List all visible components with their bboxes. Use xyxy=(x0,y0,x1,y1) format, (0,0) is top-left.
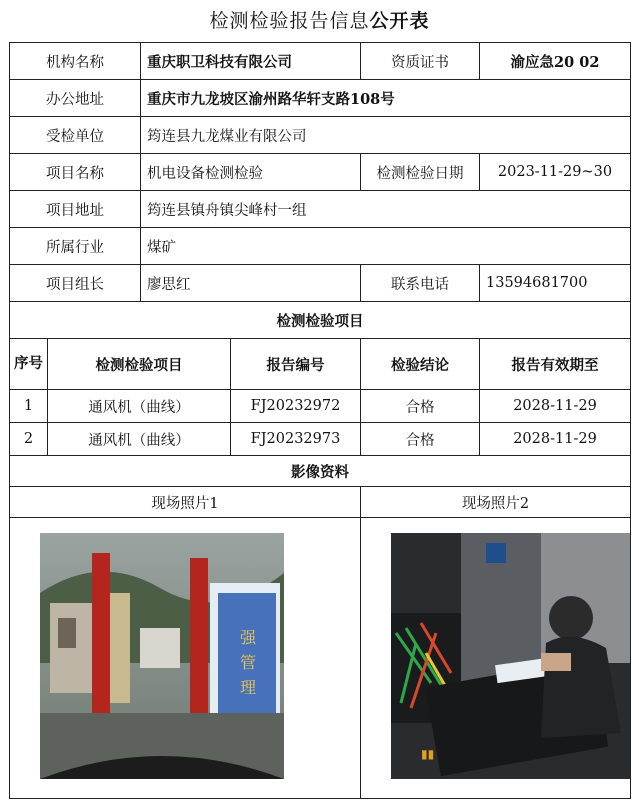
col-header-no: 序号 xyxy=(10,339,48,390)
industry-value: 煤矿 xyxy=(141,228,631,265)
addr-value: 重庆市九龙坡区渝州路华轩支路108号 xyxy=(141,80,631,117)
site-photo-2 xyxy=(391,533,631,779)
leader-value: 廖思红 xyxy=(141,265,361,302)
table-row xyxy=(10,423,631,456)
item-no: 2 xyxy=(10,423,48,456)
phone-label: 联系电话 xyxy=(361,265,480,302)
item-conclusion: 合格 xyxy=(361,390,480,423)
items-section-title: 检测检验项目 xyxy=(10,302,631,339)
client-label: 受检单位 xyxy=(10,117,141,154)
item-name: 通风机（曲线） xyxy=(48,423,231,456)
item-report-no: FJ20232973 xyxy=(231,423,361,456)
col-header-report-no: 报告编号 xyxy=(231,339,361,390)
photo2-label: 现场照片2 xyxy=(361,487,631,518)
item-name: 通风机（曲线） xyxy=(48,390,231,423)
photo-timestamp-mark: ▮▮ xyxy=(421,747,435,761)
project-value: 机电设备检测检验 xyxy=(141,154,361,191)
images-section-title: 影像资料 xyxy=(10,456,631,487)
report-table xyxy=(9,42,631,799)
sign-char-2: 管 xyxy=(240,653,257,672)
sign-char-3: 理 xyxy=(240,678,257,697)
cert-label: 资质证书 xyxy=(361,43,480,80)
sign-char-1: 强 xyxy=(240,628,257,647)
item-valid-until: 2028-11-29 xyxy=(480,423,631,456)
leader-label: 项目组长 xyxy=(10,265,141,302)
photo1-label: 现场照片1 xyxy=(10,487,361,518)
col-header-conclusion: 检验结论 xyxy=(361,339,480,390)
org-label: 机构名称 xyxy=(10,43,141,80)
org-value: 重庆职卫科技有限公司 xyxy=(141,43,361,80)
col-header-item: 检测检验项目 xyxy=(48,339,231,390)
site-photo-1 xyxy=(40,533,284,779)
addr-label: 办公地址 xyxy=(10,80,141,117)
item-no: 1 xyxy=(10,390,48,423)
phone-value: 13594681700 xyxy=(480,265,631,302)
date-value: 2023-11-29~30 xyxy=(480,154,631,191)
item-conclusion: 合格 xyxy=(361,423,480,456)
site-label: 项目地址 xyxy=(10,191,141,228)
date-label: 检测检验日期 xyxy=(361,154,480,191)
page-title: 检测检验报告信息公开表 xyxy=(209,10,430,32)
cert-value: 渝应急20 02 xyxy=(480,43,631,80)
industry-label: 所属行业 xyxy=(10,228,141,265)
item-valid-until: 2028-11-29 xyxy=(480,390,631,423)
col-header-valid-until: 报告有效期至 xyxy=(480,339,631,390)
photo2-cell xyxy=(361,518,631,799)
item-report-no: FJ20232972 xyxy=(231,390,361,423)
site-value: 筠连县镇舟镇尖峰村一组 xyxy=(141,191,631,228)
table-row xyxy=(10,390,631,423)
client-value: 筠连县九龙煤业有限公司 xyxy=(141,117,631,154)
photo1-cell xyxy=(10,518,361,799)
project-label: 项目名称 xyxy=(10,154,141,191)
